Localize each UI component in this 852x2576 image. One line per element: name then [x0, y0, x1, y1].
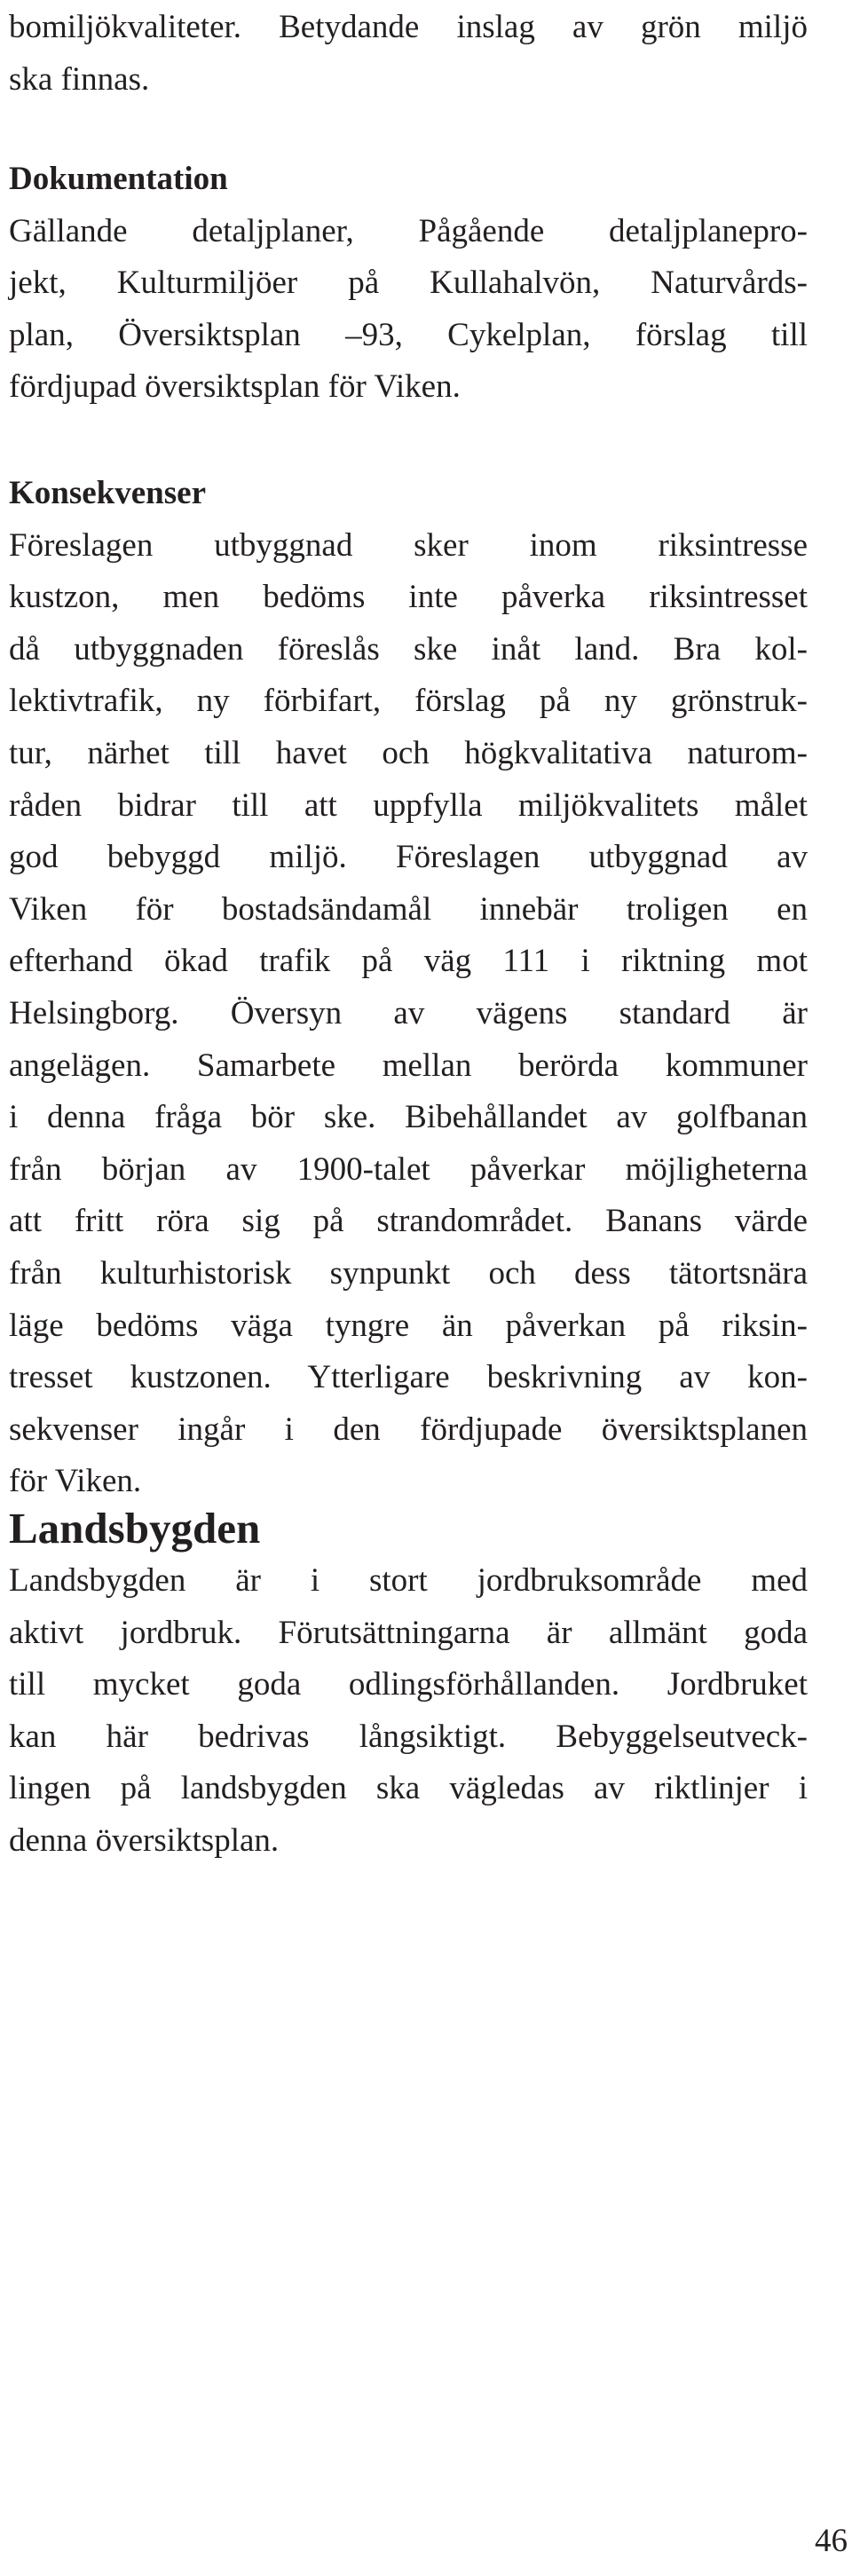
- text-line: god bebyggd miljö. Föreslagen utbyggnad av: [9, 839, 808, 876]
- page-number: 46: [815, 2523, 848, 2559]
- text-line: Helsingborg. Översyn av vägens standard är: [9, 994, 808, 1031]
- text-line: efterhand ökad trafik på väg 111 i riktning mot: [9, 943, 808, 980]
- konsekvenser-section: [9, 468, 808, 1508]
- text-line: Gällande detaljplaner, Pågående detaljplanepro-: [9, 212, 808, 249]
- text-line: sekvenser ingår i den fördjupade översiktsplanen: [9, 1410, 808, 1448]
- text-line: ska finnas.: [9, 60, 150, 98]
- text-line: jekt, Kulturmiljöer på Kullahalvön, Naturvårds-: [9, 265, 808, 302]
- text-line: tur, närhet till havet och högkvalitativa naturom-: [9, 734, 808, 771]
- text-line: för Viken.: [9, 1463, 142, 1500]
- text-line: råden bidrar till att uppfylla miljökvalitets målet: [9, 786, 808, 824]
- text-line: från början av 1900-talet påverkar möjligheterna: [9, 1150, 808, 1188]
- text-line: Viken för bostadsändamål innebär troligen en: [9, 890, 808, 928]
- text-line: angelägen. Samarbete mellan berörda kommuner: [9, 1047, 808, 1084]
- text-line: från kulturhistorisk synpunkt och dess tätortsnära: [9, 1254, 808, 1292]
- section-title: Landsbygden: [9, 1504, 261, 1553]
- landsbygden-section: [9, 1502, 808, 1868]
- text-line: bomiljökvaliteter. Betydande inslag av grön miljö: [9, 9, 808, 45]
- text-line: då utbyggnaden föreslås ske inåt land. Bra kol-: [9, 630, 808, 668]
- text-line: kan här bedrivas långsiktigt. Bebyggelseutveck-: [9, 1718, 808, 1755]
- text-line: lektivtrafik, ny förbifart, förslag på ny grönstruk-: [9, 683, 808, 720]
- text-line: till mycket goda odlingsförhållanden. Jordbruket: [9, 1666, 808, 1703]
- text-line: Föreslagen utbyggnad sker inom riksintresse: [9, 526, 808, 564]
- text-line: i denna fråga bör ske. Bibehållandet av golfbanan: [9, 1099, 808, 1136]
- text-line: Landsbygden är i stort jordbruksområde med: [9, 1562, 808, 1599]
- intro-paragraph: [9, 2, 808, 106]
- text-line: att fritt röra sig på strandområdet. Banans värde: [9, 1203, 808, 1240]
- text-line: kustzon, men bedöms inte påverka riksintresset: [9, 579, 808, 616]
- section-heading: Konsekvenser: [9, 475, 206, 511]
- text-line: aktivt jordbruk. Förutsättningarna är allmänt goda: [9, 1614, 808, 1651]
- dokumentation-section: [9, 154, 808, 414]
- text-line: tresset kustzonen. Ytterligare beskrivning av kon-: [9, 1359, 808, 1396]
- text-line: lingen på landsbygden ska vägledas av riktlinjer i: [9, 1770, 808, 1807]
- section-heading: Dokumentation: [9, 161, 228, 197]
- text-line: fördjupad översiktsplan för Viken.: [9, 368, 461, 406]
- text-line: plan, Översiktsplan –93, Cykelplan, förslag till: [9, 316, 808, 353]
- text-line: denna översiktsplan.: [9, 1821, 280, 1859]
- text-line: läge bedöms väga tyngre än påverkan på riksin-: [9, 1307, 808, 1344]
